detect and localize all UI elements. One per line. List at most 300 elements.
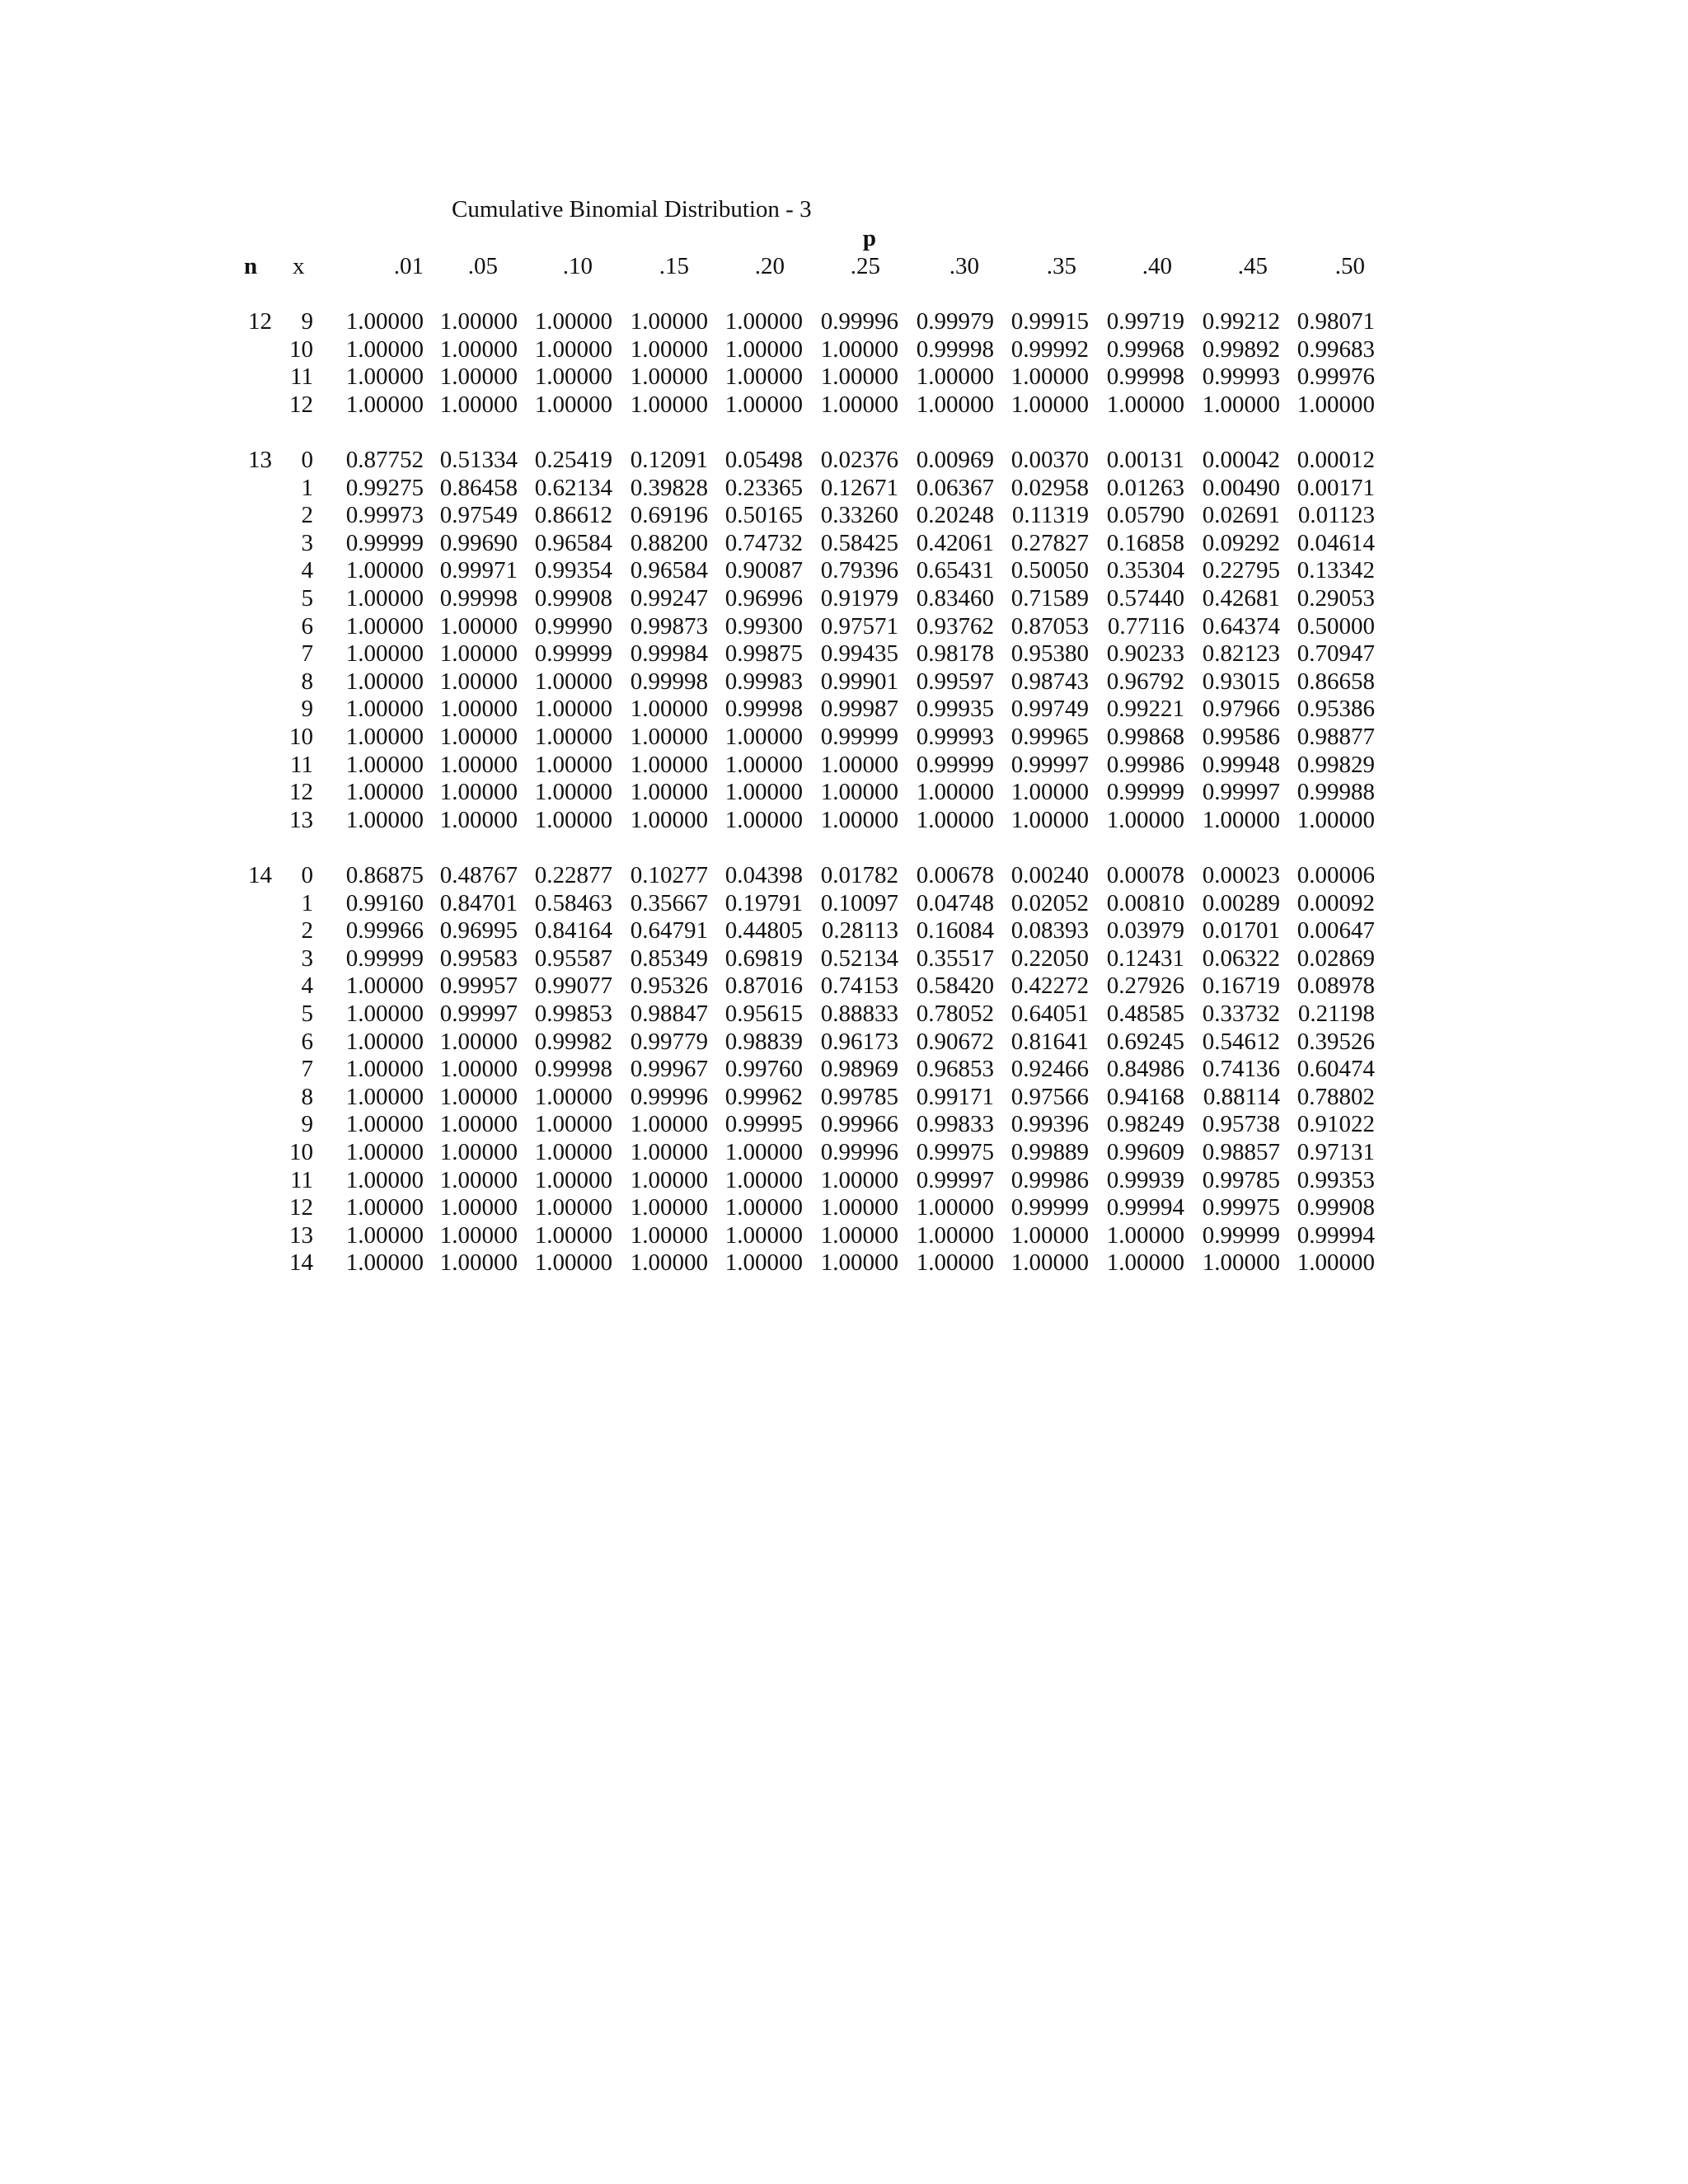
probability-cell: 0.84164 (534, 917, 612, 944)
table-row (0, 391, 1688, 419)
probability-cell: 0.97566 (1010, 1083, 1089, 1110)
probability-cell: 0.70947 (1296, 640, 1375, 668)
probability-cell: 1.00000 (345, 751, 424, 778)
probability-cell: 0.99719 (1106, 308, 1184, 335)
probability-cell: 0.35517 (916, 944, 994, 972)
probability-cell: 0.95386 (1296, 696, 1375, 723)
probability-cell: 0.02958 (1010, 474, 1089, 501)
table-row (0, 307, 1688, 335)
probability-cell: 0.96792 (1106, 668, 1184, 695)
x-value: 1 (301, 889, 313, 916)
table-row (0, 556, 1688, 584)
probability-cell: 0.99986 (1106, 751, 1184, 778)
probability-cell: 0.99971 (439, 557, 518, 584)
probability-cell: 0.00042 (1202, 447, 1280, 473)
probability-cell: 0.77116 (1107, 612, 1184, 640)
table-row (0, 806, 1688, 834)
probability-cell: 1.00000 (1106, 806, 1184, 833)
probability-cell: 1.00000 (439, 363, 518, 391)
probability-cell: 0.87752 (345, 447, 424, 473)
x-value: 3 (301, 944, 313, 972)
probability-cell: 0.99998 (630, 668, 708, 695)
x-value: 5 (301, 585, 313, 612)
probability-cell: 1.00000 (630, 308, 708, 335)
x-value: 0 (301, 862, 313, 888)
probability-cell: 0.99992 (1010, 335, 1089, 363)
probability-cell: 1.00000 (630, 1166, 708, 1193)
p-column-header: .05 (467, 253, 498, 279)
probability-cell: 0.99999 (345, 944, 424, 972)
probability-cell: 1.00000 (724, 1221, 803, 1249)
probability-cell: 0.99993 (1202, 363, 1280, 391)
probability-cell: 0.99889 (1010, 1139, 1089, 1165)
x-value: 8 (301, 668, 313, 695)
probability-cell: 0.16084 (916, 917, 994, 944)
probability-cell: 0.02052 (1010, 889, 1089, 916)
probability-cell: 0.99996 (820, 308, 898, 335)
probability-cell: 0.99690 (439, 529, 518, 556)
probability-cell: 0.05498 (724, 447, 803, 473)
probability-cell: 0.78052 (916, 1001, 994, 1027)
probability-cell: 0.01782 (820, 862, 898, 888)
probability-cell: 0.85349 (630, 944, 708, 972)
probability-cell: 0.60474 (1296, 1056, 1375, 1083)
probability-cell: 0.96584 (534, 529, 612, 556)
table-row (0, 751, 1688, 779)
table-row (0, 584, 1688, 612)
x-value: 12 (289, 391, 313, 418)
probability-cell: 1.00000 (1010, 779, 1089, 806)
probability-cell: 0.52134 (820, 944, 898, 972)
probability-cell: 0.99586 (1202, 724, 1280, 750)
probability-cell: 1.00000 (1010, 1249, 1089, 1277)
probability-cell: 0.86658 (1296, 668, 1375, 695)
probability-cell: 1.00000 (439, 696, 518, 723)
probability-cell: 0.99247 (630, 585, 708, 612)
probability-cell: 0.04614 (1296, 529, 1375, 556)
probability-cell: 0.00131 (1106, 447, 1184, 473)
probability-cell: 0.74136 (1202, 1056, 1280, 1083)
probability-cell: 1.00000 (1296, 1249, 1375, 1277)
probability-cell: 1.00000 (1106, 391, 1184, 418)
probability-cell: 0.88114 (1203, 1083, 1280, 1110)
probability-cell: 0.78802 (1296, 1083, 1375, 1110)
table-row (0, 1110, 1688, 1138)
probability-cell: 1.00000 (630, 1194, 708, 1221)
probability-cell: 0.99077 (534, 972, 612, 1000)
probability-cell: 0.99998 (534, 1056, 612, 1083)
probability-cell: 1.00000 (630, 1221, 708, 1249)
probability-cell: 1.00000 (439, 335, 518, 363)
probability-cell: 0.69819 (724, 944, 803, 972)
x-value: 5 (301, 1001, 313, 1027)
probability-cell: 0.97571 (820, 612, 898, 640)
probability-cell: 0.42272 (1010, 972, 1089, 1000)
probability-cell: 1.00000 (534, 335, 612, 363)
probability-cell: 0.23365 (724, 474, 803, 501)
x-value: 12 (289, 1194, 313, 1221)
probability-cell: 0.99979 (916, 308, 994, 335)
probability-cell: 1.00000 (534, 751, 612, 778)
probability-cell: 0.01263 (1106, 474, 1184, 501)
probability-cell: 1.00000 (916, 391, 994, 418)
probability-cell: 0.98743 (1010, 668, 1089, 695)
probability-cell: 0.99988 (1296, 779, 1375, 806)
n-value: 14 (248, 862, 272, 888)
probability-cell: 1.00000 (534, 1249, 612, 1277)
probability-cell: 0.99976 (1296, 363, 1375, 391)
probability-cell: 0.99760 (724, 1056, 803, 1083)
probability-cell: 0.99962 (724, 1083, 803, 1110)
p-column-header: .50 (1334, 253, 1365, 279)
probability-cell: 0.74153 (820, 972, 898, 1000)
probability-cell: 0.84986 (1106, 1056, 1184, 1083)
probability-cell: 0.06367 (916, 474, 994, 501)
x-value: 10 (289, 1139, 313, 1165)
probability-cell: 1.00000 (916, 806, 994, 833)
probability-cell: 1.00000 (724, 363, 803, 391)
table-row (0, 723, 1688, 751)
p-axis-label: p (862, 225, 877, 251)
probability-cell: 1.00000 (534, 1111, 612, 1138)
n-column-header: n (244, 253, 258, 279)
table-row (0, 944, 1688, 972)
probability-cell: 1.00000 (534, 363, 612, 391)
probability-cell: 0.99221 (1106, 696, 1184, 723)
probability-cell: 0.99354 (534, 557, 612, 584)
probability-cell: 1.00000 (1296, 391, 1375, 418)
table-row (0, 695, 1688, 723)
probability-cell: 0.94168 (1106, 1083, 1184, 1110)
x-value: 9 (301, 308, 313, 335)
probability-cell: 0.99997 (1202, 779, 1280, 806)
probability-cell: 0.19791 (724, 889, 803, 916)
probability-cell: 0.98178 (916, 640, 994, 668)
probability-cell: 0.98249 (1106, 1111, 1184, 1138)
probability-cell: 1.00000 (820, 391, 898, 418)
x-value: 10 (289, 335, 313, 363)
probability-cell: 0.02691 (1202, 502, 1280, 529)
probability-cell: 1.00000 (345, 335, 424, 363)
x-value: 6 (301, 1028, 313, 1055)
probability-cell: 0.99999 (916, 751, 994, 778)
probability-cell: 0.91022 (1296, 1111, 1375, 1138)
probability-cell: 0.13342 (1296, 557, 1375, 584)
table-row (0, 335, 1688, 363)
probability-cell: 0.93015 (1202, 668, 1280, 695)
probability-cell: 0.28113 (821, 917, 898, 944)
probability-cell: 1.00000 (1202, 806, 1280, 833)
probability-cell: 1.00000 (534, 1194, 612, 1221)
probability-cell: 1.00000 (1296, 806, 1375, 833)
probability-cell: 0.35304 (1106, 557, 1184, 584)
probability-cell: 0.00023 (1202, 862, 1280, 888)
probability-cell: 0.10277 (630, 862, 708, 888)
probability-cell: 1.00000 (820, 806, 898, 833)
probability-cell: 1.00000 (724, 1194, 803, 1221)
probability-cell: 0.02376 (820, 447, 898, 473)
probability-cell: 0.99999 (1106, 779, 1184, 806)
probability-cell: 0.58463 (534, 889, 612, 916)
probability-cell: 1.00000 (345, 1249, 424, 1277)
probability-cell: 0.57440 (1106, 585, 1184, 612)
probability-cell: 0.02869 (1296, 944, 1375, 972)
probability-cell: 0.65431 (916, 557, 994, 584)
x-value: 11 (290, 751, 313, 778)
probability-cell: 0.99986 (1010, 1166, 1089, 1193)
probability-cell: 0.50050 (1010, 557, 1089, 584)
probability-cell: 1.00000 (345, 1194, 424, 1221)
probability-cell: 1.00000 (724, 391, 803, 418)
probability-cell: 0.01123 (1297, 502, 1375, 529)
probability-cell: 0.88200 (630, 529, 708, 556)
probability-cell: 0.81641 (1010, 1028, 1089, 1055)
table-row (0, 916, 1688, 944)
probability-cell: 0.00078 (1106, 862, 1184, 888)
probability-cell: 1.00000 (439, 724, 518, 750)
probability-cell: 0.74732 (724, 529, 803, 556)
probability-cell: 0.99999 (820, 724, 898, 750)
x-value: 1 (301, 474, 313, 501)
probability-cell: 1.00000 (345, 1166, 424, 1193)
probability-cell: 0.99973 (345, 502, 424, 529)
probability-cell: 0.91979 (820, 585, 898, 612)
probability-cell: 1.00000 (1010, 1221, 1089, 1249)
probability-cell: 1.00000 (534, 806, 612, 833)
probability-cell: 0.86612 (534, 502, 612, 529)
probability-cell: 0.04398 (724, 862, 803, 888)
probability-cell: 1.00000 (534, 668, 612, 695)
p-column-header: .10 (562, 253, 593, 279)
probability-cell: 0.50165 (724, 502, 803, 529)
probability-cell: 0.00240 (1010, 862, 1089, 888)
x-value: 6 (301, 612, 313, 640)
probability-cell: 0.99939 (1106, 1166, 1184, 1193)
probability-cell: 1.00000 (534, 1083, 612, 1110)
probability-cell: 1.00000 (439, 308, 518, 335)
table-row (0, 446, 1688, 474)
probability-cell: 0.21198 (1297, 1001, 1375, 1027)
probability-cell: 0.48767 (439, 862, 518, 888)
probability-cell: 0.39526 (1296, 1028, 1375, 1055)
x-value: 7 (301, 1056, 313, 1083)
probability-cell: 0.99998 (724, 696, 803, 723)
probability-cell: 0.99300 (724, 612, 803, 640)
probability-cell: 1.00000 (439, 1028, 518, 1055)
probability-cell: 0.58425 (820, 529, 898, 556)
x-column-header: x (293, 253, 305, 279)
probability-cell: 0.22050 (1010, 944, 1089, 972)
x-value: 10 (289, 724, 313, 750)
table-row (0, 1138, 1688, 1166)
probability-cell: 0.08393 (1010, 917, 1089, 944)
p-column-header: .25 (850, 253, 880, 279)
probability-cell: 0.99915 (1010, 308, 1089, 335)
probability-cell: 0.96995 (439, 917, 518, 944)
probability-cell: 0.10097 (820, 889, 898, 916)
probability-cell: 0.00006 (1296, 862, 1375, 888)
table-row (0, 972, 1688, 1000)
probability-cell: 0.01701 (1202, 917, 1280, 944)
probability-cell: 1.00000 (724, 751, 803, 778)
probability-cell: 1.00000 (439, 1111, 518, 1138)
probability-cell: 0.99984 (630, 640, 708, 668)
probability-cell: 0.99908 (534, 585, 612, 612)
probability-cell: 1.00000 (439, 779, 518, 806)
probability-cell: 0.99779 (630, 1028, 708, 1055)
probability-cell: 0.99999 (345, 529, 424, 556)
probability-cell: 1.00000 (345, 668, 424, 695)
probability-cell: 0.99892 (1202, 335, 1280, 363)
table-row (0, 501, 1688, 529)
probability-cell: 0.99868 (1106, 724, 1184, 750)
probability-cell: 0.64791 (630, 917, 708, 944)
probability-cell: 1.00000 (534, 724, 612, 750)
probability-cell: 1.00000 (630, 391, 708, 418)
probability-cell: 1.00000 (724, 1139, 803, 1165)
probability-cell: 0.98071 (1296, 308, 1375, 335)
probability-cell: 0.99948 (1202, 751, 1280, 778)
probability-cell: 0.99396 (1010, 1111, 1089, 1138)
probability-cell: 1.00000 (534, 1166, 612, 1193)
probability-cell: 1.00000 (345, 363, 424, 391)
probability-cell: 0.90087 (724, 557, 803, 584)
probability-cell: 1.00000 (724, 806, 803, 833)
probability-cell: 0.98877 (1296, 724, 1375, 750)
probability-cell: 1.00000 (630, 1249, 708, 1277)
x-value: 13 (289, 806, 313, 833)
x-value: 9 (301, 696, 313, 723)
probability-cell: 1.00000 (916, 779, 994, 806)
p-column-header: .40 (1142, 253, 1172, 279)
probability-cell: 0.99875 (724, 640, 803, 668)
probability-cell: 1.00000 (1010, 806, 1089, 833)
table-row (0, 1083, 1688, 1111)
probability-cell: 1.00000 (916, 1249, 994, 1277)
probability-cell: 0.99160 (345, 889, 424, 916)
probability-cell: 0.99957 (439, 972, 518, 1000)
probability-cell: 1.00000 (345, 1139, 424, 1165)
probability-cell: 1.00000 (345, 308, 424, 335)
probability-cell: 1.00000 (630, 363, 708, 391)
probability-cell: 1.00000 (534, 779, 612, 806)
probability-cell: 0.86875 (345, 862, 424, 888)
probability-cell: 1.00000 (1010, 391, 1089, 418)
probability-cell: 0.99908 (1296, 1194, 1375, 1221)
probability-cell: 0.99785 (1202, 1166, 1280, 1193)
probability-cell: 0.00171 (1296, 474, 1375, 501)
probability-cell: 0.99212 (1202, 308, 1280, 335)
probability-cell: 0.86458 (439, 474, 518, 501)
table-row (0, 612, 1688, 640)
probability-cell: 1.00000 (439, 751, 518, 778)
probability-cell: 0.99994 (1296, 1221, 1375, 1249)
probability-cell: 1.00000 (820, 779, 898, 806)
probability-cell: 0.00969 (916, 447, 994, 473)
probability-cell: 0.99993 (916, 724, 994, 750)
probability-cell: 0.97966 (1202, 696, 1280, 723)
probability-cell: 0.97131 (1296, 1139, 1375, 1165)
probability-cell: 1.00000 (345, 1056, 424, 1083)
table-row (0, 363, 1688, 391)
probability-cell: 0.99353 (1296, 1166, 1375, 1193)
probability-cell: 1.00000 (439, 1221, 518, 1249)
probability-cell: 0.58420 (916, 972, 994, 1000)
probability-cell: 1.00000 (916, 363, 994, 391)
probability-cell: 0.69245 (1106, 1028, 1184, 1055)
table-row (0, 668, 1688, 696)
probability-cell: 1.00000 (345, 1001, 424, 1027)
probability-cell: 0.03979 (1106, 917, 1184, 944)
probability-cell: 0.99275 (345, 474, 424, 501)
x-value: 7 (301, 640, 313, 668)
probability-cell: 1.00000 (630, 696, 708, 723)
x-value: 3 (301, 529, 313, 556)
probability-cell: 1.00000 (439, 1056, 518, 1083)
probability-cell: 1.00000 (439, 640, 518, 668)
probability-cell: 1.00000 (1202, 1249, 1280, 1277)
probability-cell: 0.99853 (534, 1001, 612, 1027)
probability-cell: 1.00000 (724, 724, 803, 750)
probability-cell: 0.99990 (534, 612, 612, 640)
x-value: 9 (301, 1111, 313, 1138)
probability-cell: 0.99999 (534, 640, 612, 668)
probability-cell: 0.99999 (1010, 1194, 1089, 1221)
probability-cell: 0.12431 (1106, 944, 1184, 972)
probability-cell: 0.98969 (820, 1056, 898, 1083)
x-value: 8 (301, 1083, 313, 1110)
probability-cell: 1.00000 (820, 1221, 898, 1249)
probability-cell: 0.99749 (1010, 696, 1089, 723)
probability-cell: 1.00000 (439, 1166, 518, 1193)
probability-cell: 1.00000 (439, 612, 518, 640)
probability-cell: 0.71589 (1010, 585, 1089, 612)
probability-cell: 1.00000 (724, 1249, 803, 1277)
probability-cell: 0.05790 (1106, 502, 1184, 529)
probability-cell: 1.00000 (820, 335, 898, 363)
probability-cell: 1.00000 (534, 391, 612, 418)
probability-cell: 0.99987 (820, 696, 898, 723)
probability-cell: 1.00000 (345, 1083, 424, 1110)
probability-cell: 1.00000 (724, 308, 803, 335)
probability-cell: 1.00000 (345, 557, 424, 584)
p-column-header: .15 (659, 253, 689, 279)
table-row (0, 1193, 1688, 1221)
probability-cell: 0.99965 (1010, 724, 1089, 750)
probability-cell: 0.64051 (1010, 1001, 1089, 1027)
probability-cell: 0.99995 (724, 1111, 803, 1138)
probability-cell: 1.00000 (820, 1166, 898, 1193)
probability-cell: 0.35667 (630, 889, 708, 916)
probability-cell: 0.04748 (916, 889, 994, 916)
probability-cell: 0.98857 (1202, 1139, 1280, 1165)
probability-cell: 0.93762 (916, 612, 994, 640)
probability-cell: 1.00000 (534, 696, 612, 723)
probability-cell: 0.99998 (916, 335, 994, 363)
table-row (0, 474, 1688, 502)
probability-cell: 0.25419 (534, 447, 612, 473)
table-row (0, 861, 1688, 889)
x-value: 11 (290, 1166, 313, 1193)
p-column-header: .30 (949, 253, 979, 279)
probability-cell: 1.00000 (439, 391, 518, 418)
probability-cell: 1.00000 (439, 1139, 518, 1165)
probability-cell: 1.00000 (1106, 1221, 1184, 1249)
probability-cell: 1.00000 (345, 696, 424, 723)
probability-cell: 0.99996 (820, 1139, 898, 1165)
probability-cell: 0.27827 (1010, 529, 1089, 556)
probability-cell: 0.42681 (1202, 585, 1280, 612)
